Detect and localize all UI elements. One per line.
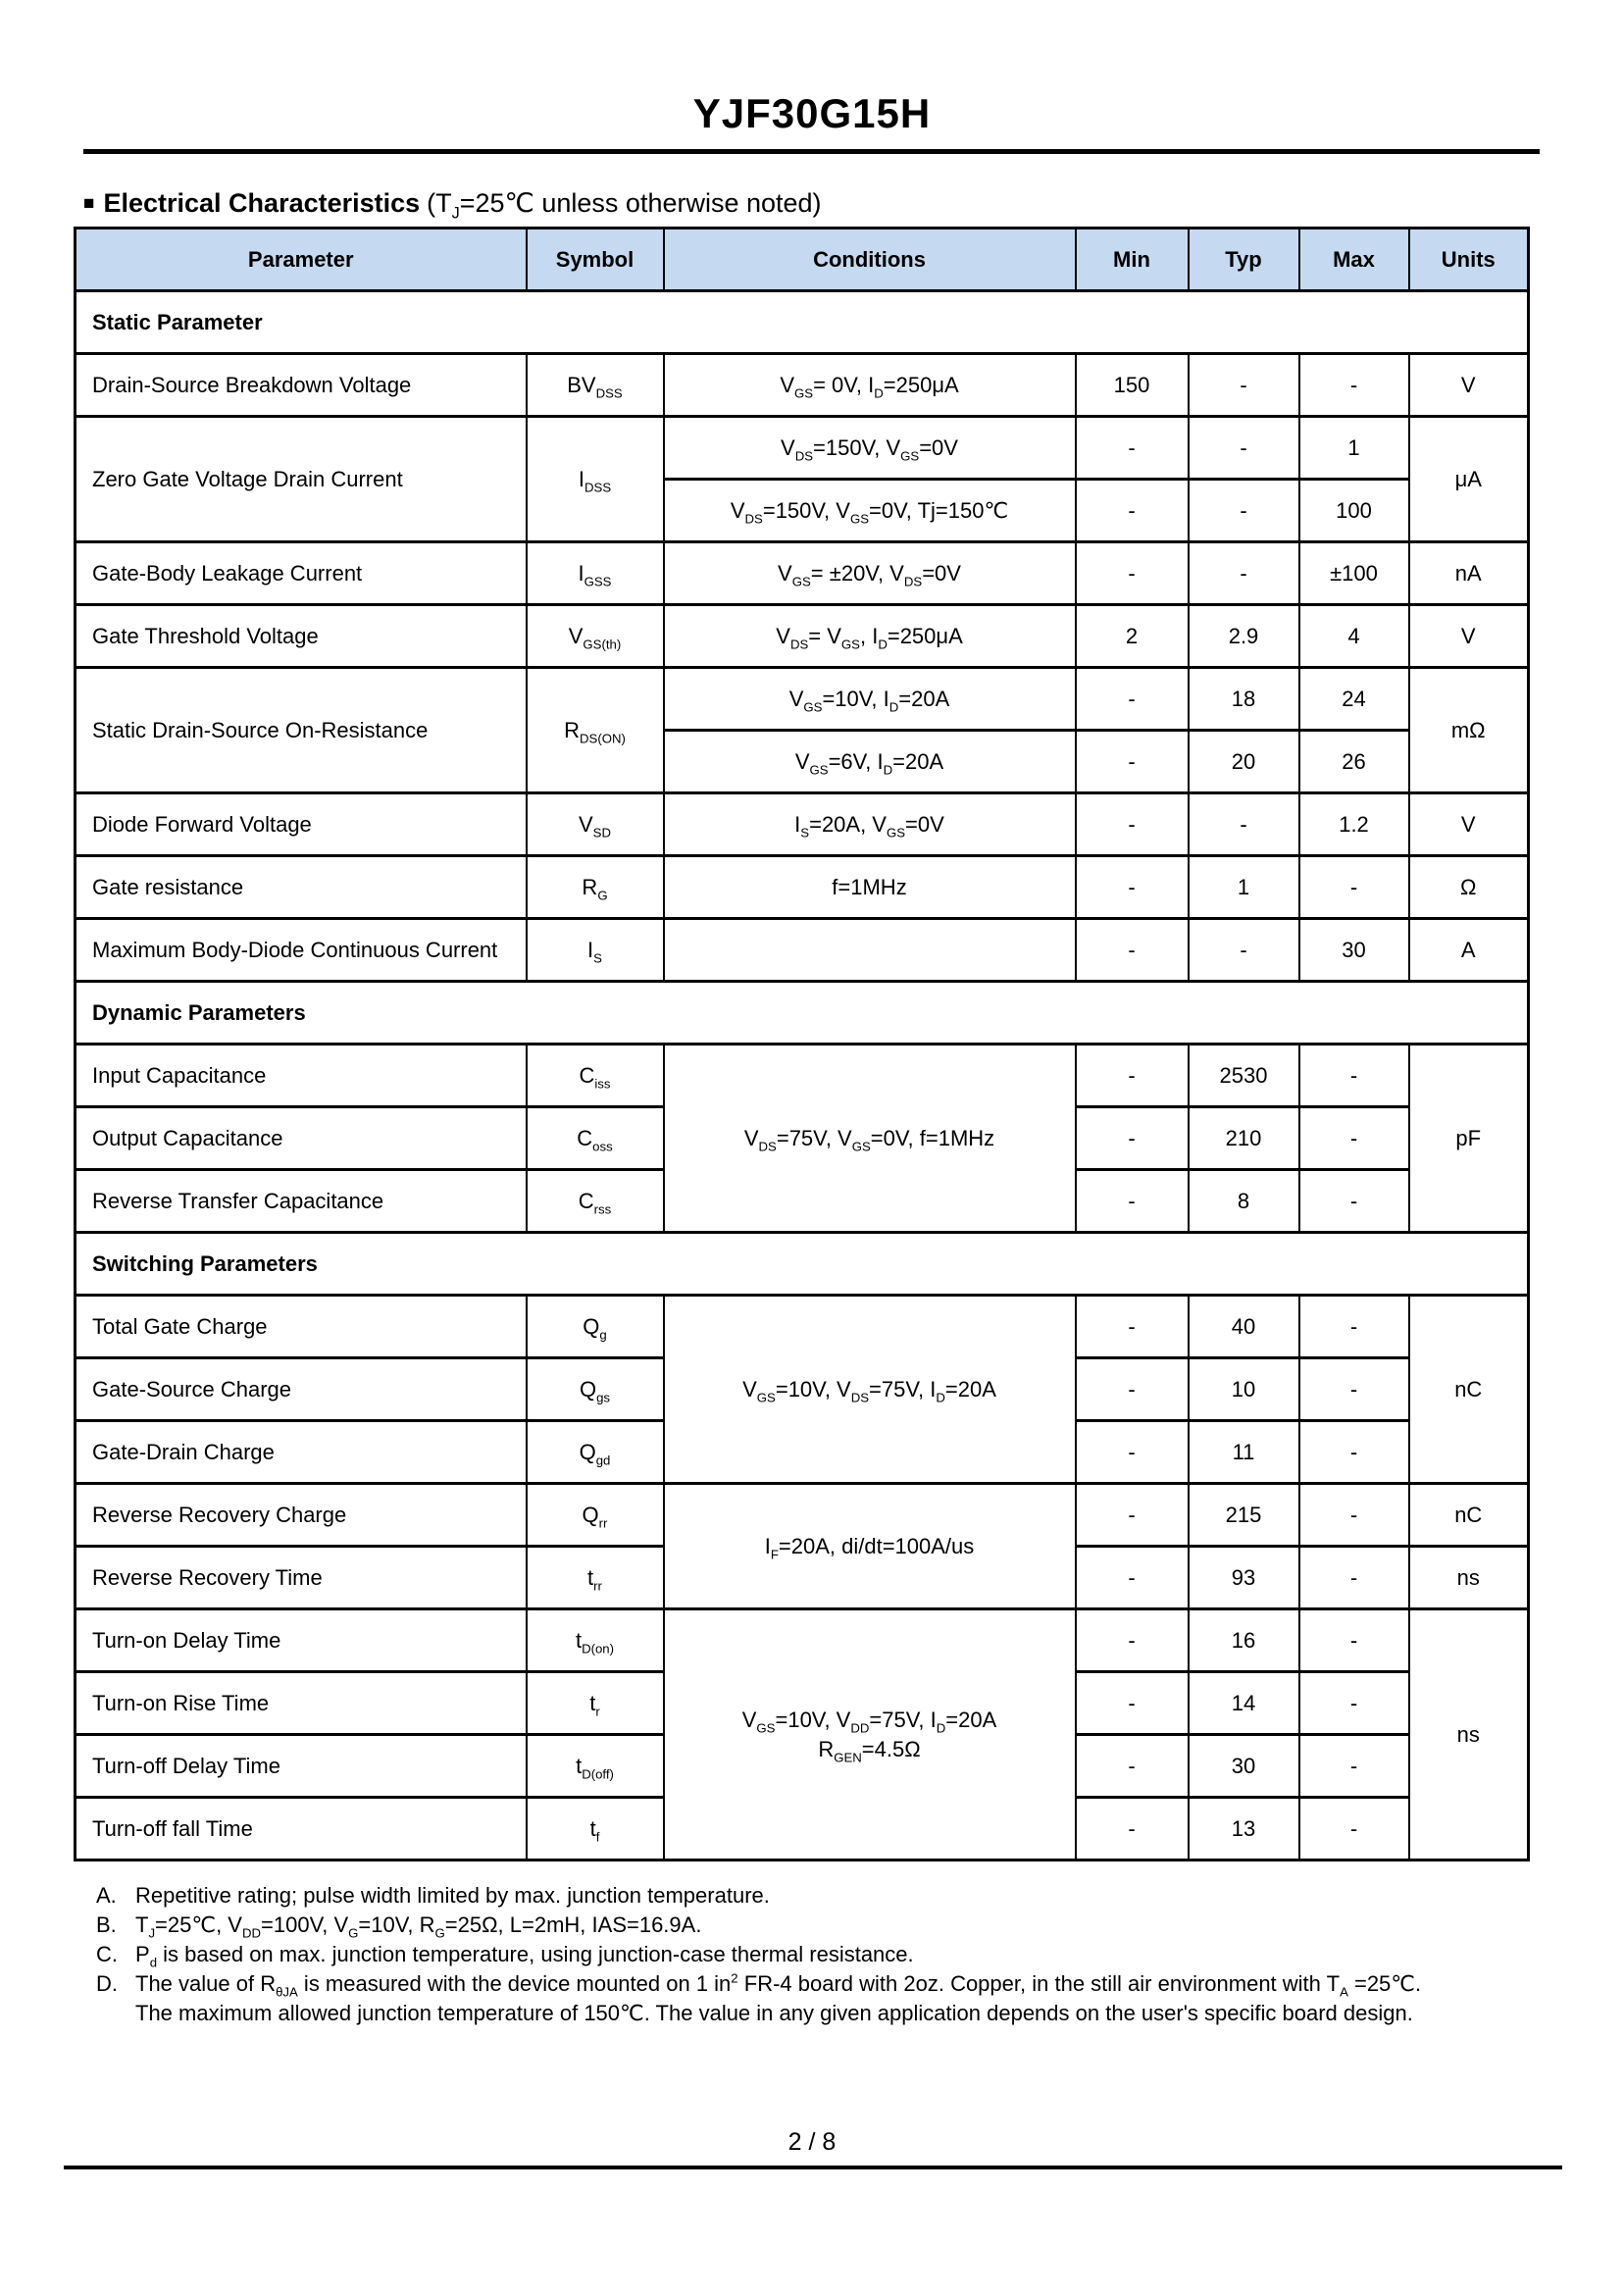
- table-row: [76, 793, 1529, 856]
- units-cell: pF: [1409, 1045, 1529, 1233]
- min-cell: -: [1076, 1609, 1189, 1672]
- param-cell: Output Capacitance: [76, 1107, 527, 1170]
- symbol-cell: $t_f$: [527, 1798, 664, 1861]
- max-cell: -: [1299, 1484, 1409, 1547]
- header-cell: Units: [1409, 229, 1529, 291]
- header-divider: [83, 149, 1540, 154]
- min-cell: -: [1076, 542, 1189, 605]
- conditions-cell: $V_{DS}=75V$, $V_{GS}=0V$, f=1MHz: [664, 1045, 1076, 1233]
- min-cell: -: [1076, 1045, 1189, 1107]
- electrical-characteristics-table: [74, 227, 1530, 1861]
- symbol-cell: $t_{D(off)}$: [527, 1735, 664, 1798]
- typ-cell: -: [1189, 354, 1299, 417]
- header-cell: Conditions: [664, 229, 1076, 291]
- note-text: $P_d$ is based on max. junction temperature, using junction-case thermal resistance.: [135, 1942, 914, 1970]
- header-cell: Typ: [1189, 229, 1299, 291]
- units-cell: V: [1409, 354, 1529, 417]
- heading-title: Electrical Characteristics: [103, 188, 421, 218]
- max-cell: -: [1299, 1798, 1409, 1861]
- max-cell: -: [1299, 1609, 1409, 1672]
- note-label: A.: [96, 1883, 117, 1908]
- typ-cell: 13: [1189, 1798, 1299, 1861]
- min-cell: -: [1076, 1547, 1189, 1609]
- note-item: [96, 1881, 1548, 1911]
- typ-cell: 18: [1189, 668, 1299, 731]
- max-cell: ±100: [1299, 542, 1409, 605]
- units-cell: Ω: [1409, 856, 1529, 919]
- symbol-cell: $Q_{gs}$: [527, 1358, 664, 1421]
- section-row: [76, 1233, 1529, 1296]
- conditions-cell: $V_{GS}=10V$, $V_{DS}=75V$, $I_D=20A$: [664, 1296, 1076, 1484]
- units-cell: nC: [1409, 1296, 1529, 1484]
- max-cell: -: [1299, 1735, 1409, 1798]
- min-cell: 2: [1076, 605, 1189, 668]
- max-cell: -: [1299, 1170, 1409, 1233]
- section-row: [76, 982, 1529, 1045]
- conditions-cell: $V_{DS}= V_{GS}$, $I_D=250\mu A$: [664, 605, 1076, 668]
- max-cell: -: [1299, 1672, 1409, 1735]
- param-cell: Reverse Transfer Capacitance: [76, 1170, 527, 1233]
- units-cell: μA: [1409, 417, 1529, 542]
- symbol-cell: $Q_{gd}$: [527, 1421, 664, 1484]
- symbol-cell: $t_r$: [527, 1672, 664, 1735]
- param-cell: Static Drain-Source On-Resistance: [76, 668, 527, 793]
- units-cell: mΩ: [1409, 668, 1529, 793]
- units-cell: nC: [1409, 1484, 1529, 1547]
- table-row: [76, 856, 1529, 919]
- max-cell: -: [1299, 1107, 1409, 1170]
- param-cell: Gate resistance: [76, 856, 527, 919]
- page-number: 2 / 8: [787, 2128, 837, 2156]
- table-body: [76, 291, 1529, 1861]
- conditions-cell: $V_{GS}= \pm 20V$, $V_{DS}=0V$: [664, 542, 1076, 605]
- units-cell: ns: [1409, 1547, 1529, 1609]
- symbol-cell: $C_{oss}$: [527, 1107, 664, 1170]
- units-cell: A: [1409, 919, 1529, 982]
- min-cell: -: [1076, 731, 1189, 793]
- conditions-cell: f=1MHz: [664, 856, 1076, 919]
- min-cell: -: [1076, 1358, 1189, 1421]
- conditions-cell: $I_S=20A$, $V_{GS}=0V$: [664, 793, 1076, 856]
- symbol-cell: $R_{DS(ON)}$: [527, 668, 664, 793]
- max-cell: 100: [1299, 480, 1409, 542]
- note-item: [96, 1969, 1548, 2028]
- typ-cell: -: [1189, 417, 1299, 480]
- note-label: B.: [96, 1912, 117, 1937]
- units-cell: V: [1409, 793, 1529, 856]
- table-row: [76, 542, 1529, 605]
- typ-cell: 2.9: [1189, 605, 1299, 668]
- typ-cell: 30: [1189, 1735, 1299, 1798]
- table-row: [76, 1296, 1529, 1358]
- param-cell: Gate Threshold Voltage: [76, 605, 527, 668]
- max-cell: 4: [1299, 605, 1409, 668]
- min-cell: -: [1076, 856, 1189, 919]
- typ-cell: 40: [1189, 1296, 1299, 1358]
- section-title: Dynamic Parameters: [76, 982, 1529, 1045]
- note-text: Repetitive rating; pulse width limited by max. junction temperature.: [135, 1883, 770, 1908]
- typ-cell: -: [1189, 793, 1299, 856]
- min-cell: -: [1076, 417, 1189, 480]
- max-cell: 24: [1299, 668, 1409, 731]
- typ-cell: -: [1189, 480, 1299, 542]
- table-row: [76, 919, 1529, 982]
- min-cell: -: [1076, 919, 1189, 982]
- section-title: Switching Parameters: [76, 1233, 1529, 1296]
- min-cell: -: [1076, 1421, 1189, 1484]
- typ-cell: -: [1189, 919, 1299, 982]
- max-cell: -: [1299, 1421, 1409, 1484]
- footer-divider: [64, 2166, 1562, 2169]
- section-title: Static Parameter: [76, 291, 1529, 354]
- header-row: [76, 229, 1529, 291]
- typ-cell: 14: [1189, 1672, 1299, 1735]
- max-cell: -: [1299, 1358, 1409, 1421]
- param-cell: Reverse Recovery Charge: [76, 1484, 527, 1547]
- section-heading: [83, 188, 822, 223]
- note-text: $T_J=25℃$, $V_{DD}=100V$, $V_G=10V$, $R_G=25\Omega$, L=2mH, IAS=16.9A.: [135, 1912, 702, 1941]
- param-cell: Reverse Recovery Time: [76, 1547, 527, 1609]
- symbol-cell: $t_{D(on)}$: [527, 1609, 664, 1672]
- table-row: [76, 1045, 1529, 1107]
- typ-cell: 93: [1189, 1547, 1299, 1609]
- param-cell: Input Capacitance: [76, 1045, 527, 1107]
- header-cell: Symbol: [527, 229, 664, 291]
- conditions-cell: $V_{GS}=10V$, $I_D=20A$: [664, 668, 1076, 731]
- symbol-cell: $Q_{rr}$: [527, 1484, 664, 1547]
- symbol-cell: $t_{rr}$: [527, 1547, 664, 1609]
- param-cell: Total Gate Charge: [76, 1296, 527, 1358]
- min-cell: -: [1076, 1735, 1189, 1798]
- conditions-cell: $I_F=20A$, di/dt=100A/us: [664, 1484, 1076, 1609]
- max-cell: -: [1299, 354, 1409, 417]
- typ-cell: 10: [1189, 1358, 1299, 1421]
- max-cell: -: [1299, 1045, 1409, 1107]
- symbol-cell: $C_{iss}$: [527, 1045, 664, 1107]
- param-cell: Turn-on Delay Time: [76, 1609, 527, 1672]
- symbol-cell: $R_G$: [527, 856, 664, 919]
- min-cell: -: [1076, 1798, 1189, 1861]
- table-head: [76, 229, 1529, 291]
- min-cell: -: [1076, 1296, 1189, 1358]
- typ-cell: 210: [1189, 1107, 1299, 1170]
- min-cell: -: [1076, 1107, 1189, 1170]
- typ-cell: 16: [1189, 1609, 1299, 1672]
- note-label: C.: [96, 1942, 118, 1966]
- symbol-cell: $I_{GSS}$: [527, 542, 664, 605]
- max-cell: 1: [1299, 417, 1409, 480]
- max-cell: 26: [1299, 731, 1409, 793]
- param-cell: Drain-Source Breakdown Voltage: [76, 354, 527, 417]
- min-cell: -: [1076, 1484, 1189, 1547]
- param-cell: Maximum Body-Diode Continuous Current: [76, 919, 527, 982]
- param-cell: Diode Forward Voltage: [76, 793, 527, 856]
- min-cell: -: [1076, 1170, 1189, 1233]
- table-row: [76, 417, 1529, 480]
- note-label: D.: [96, 1971, 118, 1996]
- param-cell: Turn-on Rise Time: [76, 1672, 527, 1735]
- conditions-cell: $V_{DS}=150V$, $V_{GS}=0V$: [664, 417, 1076, 480]
- symbol-cell: $I_{DSS}$: [527, 417, 664, 542]
- page-title: YJF30G15H: [692, 90, 932, 136]
- max-cell: -: [1299, 856, 1409, 919]
- min-cell: -: [1076, 668, 1189, 731]
- symbol-cell: $I_S$: [527, 919, 664, 982]
- symbol-cell: $V_{SD}$: [527, 793, 664, 856]
- max-cell: 1.2: [1299, 793, 1409, 856]
- typ-cell: -: [1189, 542, 1299, 605]
- note-item: [96, 1940, 1548, 1969]
- conditions-cell: $V_{GS}=10V$, $V_{DD}=75V$, $I_D=20A$ $R_{GEN}=4.5\Omega$: [664, 1609, 1076, 1861]
- heading-condition: ($T_J=25℃$ unless otherwise noted): [427, 188, 822, 223]
- param-cell: Gate-Source Charge: [76, 1358, 527, 1421]
- max-cell: -: [1299, 1547, 1409, 1609]
- param-cell: Turn-off Delay Time: [76, 1735, 527, 1798]
- section-row: [76, 291, 1529, 354]
- table-row: [76, 605, 1529, 668]
- square-bullet-icon: ■: [83, 193, 95, 214]
- min-cell: 150: [1076, 354, 1189, 417]
- header-cell: Max: [1299, 229, 1409, 291]
- param-cell: Gate-Body Leakage Current: [76, 542, 527, 605]
- notes: [96, 1881, 1548, 2028]
- max-cell: 30: [1299, 919, 1409, 982]
- units-cell: ns: [1409, 1609, 1529, 1861]
- symbol-cell: $Q_g$: [527, 1296, 664, 1358]
- max-cell: -: [1299, 1296, 1409, 1358]
- conditions-cell: $V_{DS}=150V$, $V_{GS}=0V$, Tj=150℃: [664, 480, 1076, 542]
- min-cell: -: [1076, 793, 1189, 856]
- symbol-cell: $BV_{DSS}$: [527, 354, 664, 417]
- typ-cell: 8: [1189, 1170, 1299, 1233]
- table-row: [76, 1484, 1529, 1547]
- table-row: [76, 1609, 1529, 1672]
- typ-cell: 1: [1189, 856, 1299, 919]
- table-row: [76, 354, 1529, 417]
- param-cell: Gate-Drain Charge: [76, 1421, 527, 1484]
- conditions-cell: [664, 919, 1076, 982]
- conditions-cell: $V_{GS}= 0V$, $I_D=250\mu A$: [664, 354, 1076, 417]
- typ-cell: 215: [1189, 1484, 1299, 1547]
- min-cell: -: [1076, 1672, 1189, 1735]
- units-cell: nA: [1409, 542, 1529, 605]
- table-row: [76, 668, 1529, 731]
- header-cell: Parameter: [76, 229, 527, 291]
- min-cell: -: [1076, 480, 1189, 542]
- param-cell: Zero Gate Voltage Drain Current: [76, 417, 527, 542]
- note-item: [96, 1911, 1548, 1940]
- conditions-cell: $V_{GS}=6V$, $I_D=20A$: [664, 731, 1076, 793]
- note-text: The value of $R_{\theta JA}$ is measured with the device mounted on 1 $in^2$ FR-4 board with 2oz. Copper, in the still air environment with $T_A$ =25℃. The maximum allowed junction temperature of 150℃. The value in any given application depends on the user's specific board design.: [135, 1970, 1422, 2025]
- symbol-cell: $V_{GS(th)}$: [527, 605, 664, 668]
- typ-cell: 11: [1189, 1421, 1299, 1484]
- header-cell: Min: [1076, 229, 1189, 291]
- typ-cell: 20: [1189, 731, 1299, 793]
- symbol-cell: $C_{rss}$: [527, 1170, 664, 1233]
- param-cell: Turn-off fall Time: [76, 1798, 527, 1861]
- typ-cell: 2530: [1189, 1045, 1299, 1107]
- units-cell: V: [1409, 605, 1529, 668]
